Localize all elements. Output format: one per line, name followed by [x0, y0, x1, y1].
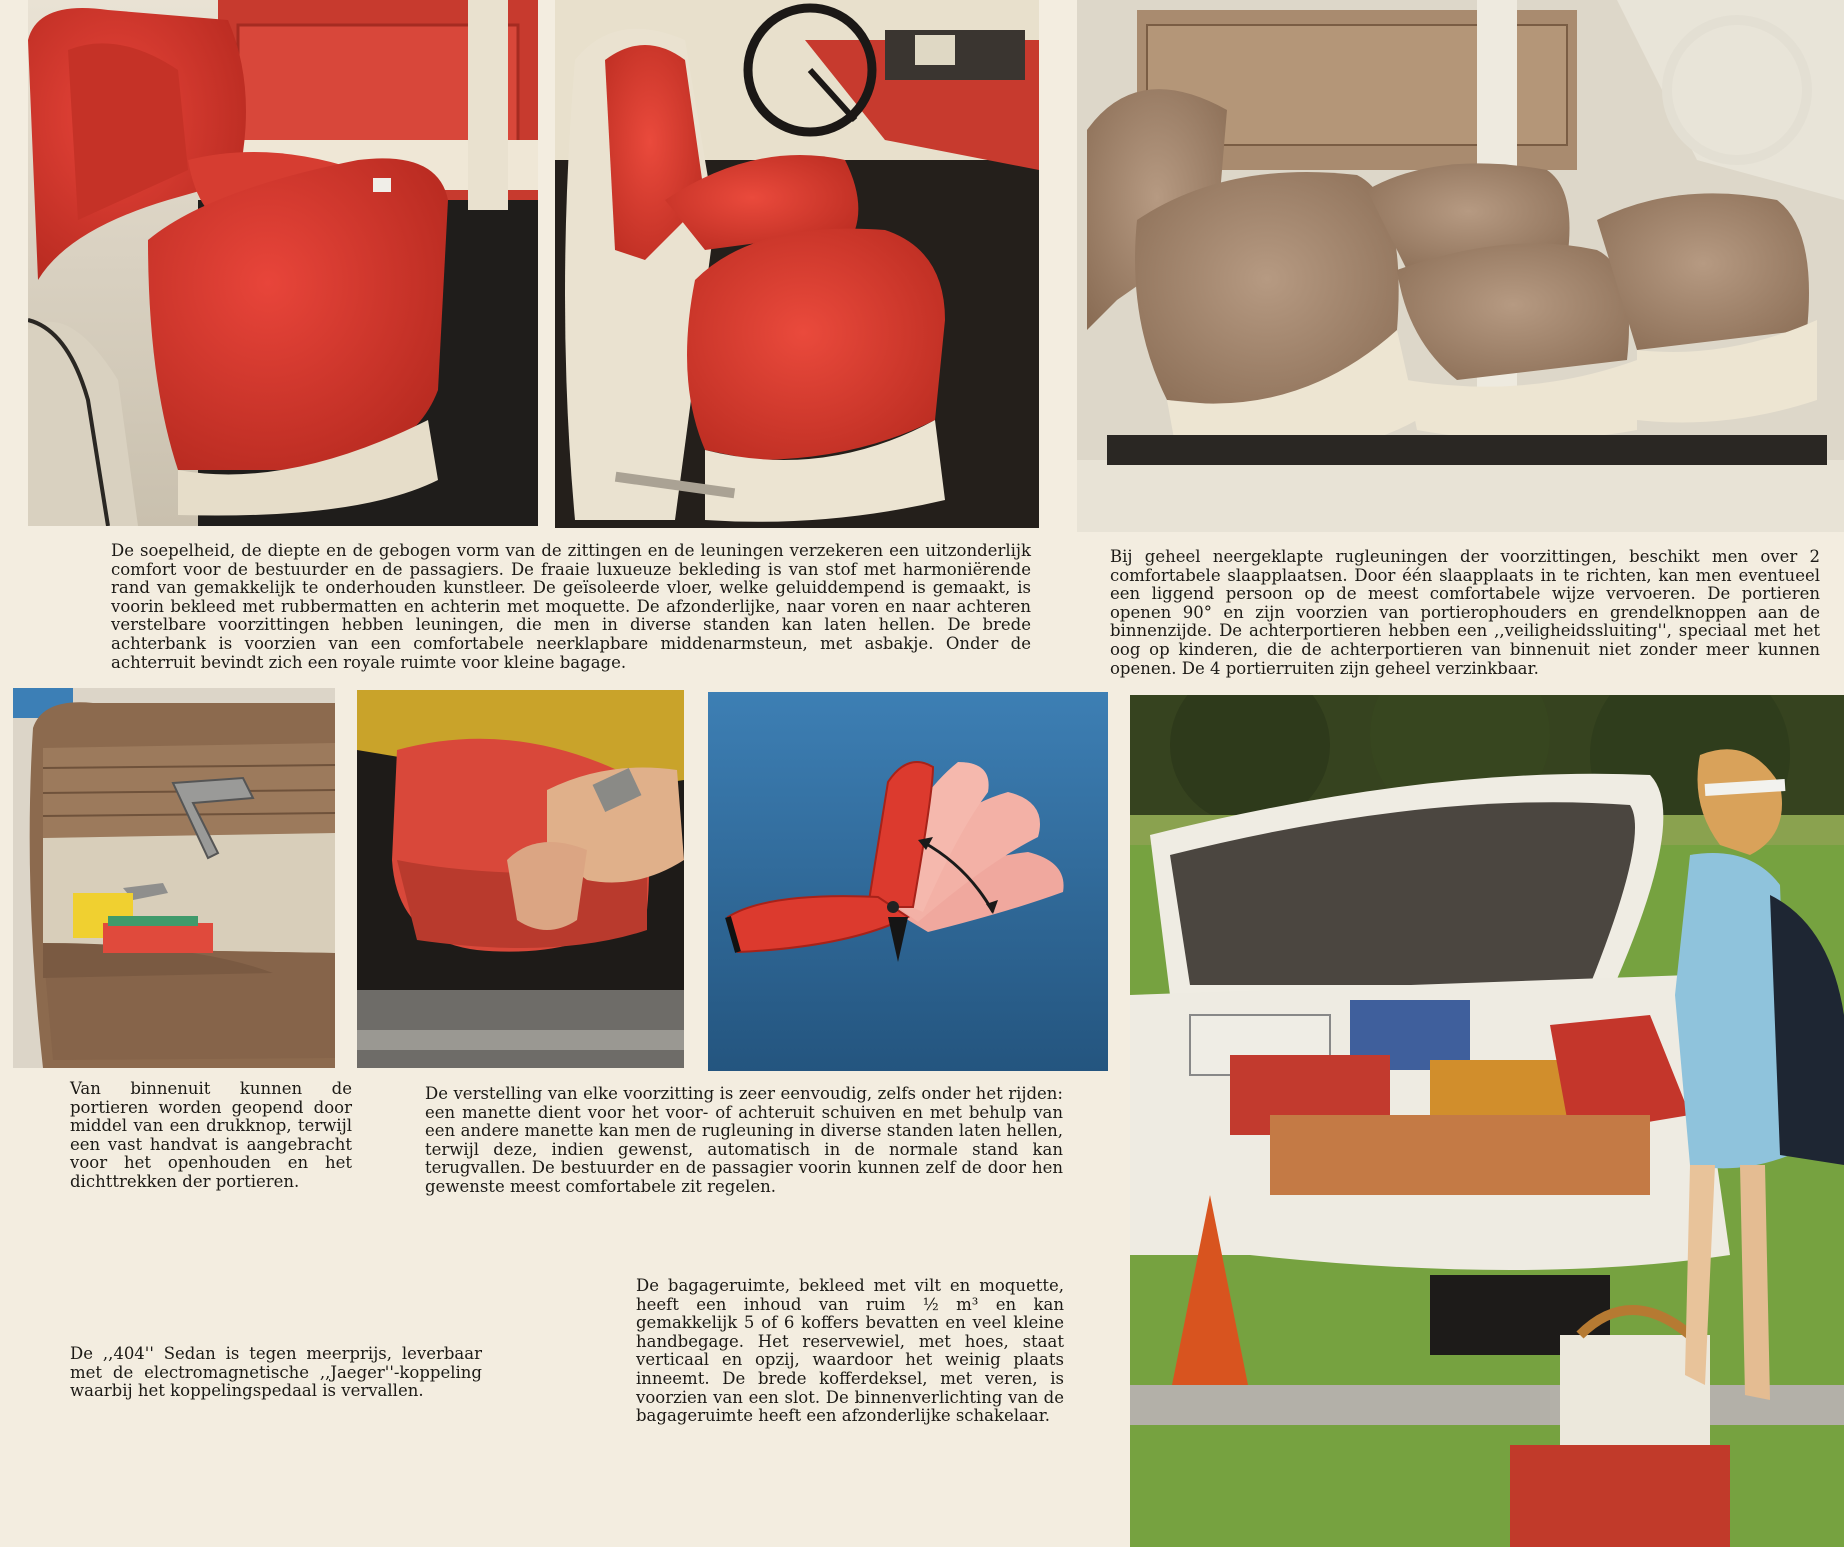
diagram-seat-recline-positions [708, 692, 1108, 1071]
photo-front-seats [555, 0, 1039, 528]
photo-door-panel [13, 688, 335, 1068]
caption-luggage-space: De bagageruimte, bekleed met vilt en moquette, heeft een inhoud van ruim ½ m³ en kan gemakkelijk 5 of 6 koffers bevatten en veel kleine handbegage. Het reservewiel, met hoes, staat verticaal en opzij, waardoor het weinig plaats inneemt. De brede kofferdeksel, met veren, is voorzien van een slot. De binnenverlichting van de bagageruimte heeft een afzonderlijke schakelaar. [636, 1276, 1064, 1426]
photo-rear-bench-seat [28, 0, 538, 526]
photo-luggage-trunk [1130, 695, 1844, 1547]
photo-seat-adjustment-lever [357, 690, 684, 1068]
caption-seat-adjustment: De verstelling van elke voorzitting is zeer eenvoudig, zelfs onder het rijden: een manette dient voor het voor- of achteruit schuiven en met behulp van een andere manette kan men de rugleuning in diverse standen laten hellen, terwijl deze, indien gewenst, automatisch in de normale stand kan terugvallen. De bestuurder en de passagier voorin kunnen zelf de door hen gewenste meest comfortabele zit regelen. [425, 1084, 1063, 1196]
caption-sleeping-places: Bij geheel neergeklapte rugleuningen der voorzittingen, beschikt men over 2 comfortabele slaapplaatsen. Door één slaapplaats in te richten, kan men eventueel een liggend persoon op de meest comfortabele wijze vervoeren. De portieren openen 90° en zijn voorzien van portierophouders en grendelknoppen aan de binnenzijde. De achterportieren hebben een ,,veiligheidssluiting'', speciaal met het oog op kinderen, die de achterportieren van binnenuit niet zonder meer kunnen openen. De 4 portierruiten zijn geheel verzinkbaar. [1110, 547, 1820, 678]
caption-seats-comfort: De soepelheid, de diepte en de gebogen vorm van de zittingen en de leuningen verzekeren een uitzonderlijk comfort voor de bestuurder en de passagiers. De fraaie luxueuze bekleding is van stof met harmoniërende rand van gemakkelijk te onderhouden kunstleer. De geïsoleerde vloer, welke geluiddempend is gemaakt, is voorin bekleed met rubbermatten en achterin met moquette. De afzonderlijke, naar voren en naar achteren verstelbare voorzittingen hebben leuningen, die men in diverse standen kan laten hellen. De brede achterbank is voorzien van een comfortabele neerklapbare middenarmsteun, met asbakje. Onder de achterruit bevindt zich een royale ruimte voor kleine bagage. [111, 541, 1031, 672]
caption-door-opening: Van binnenuit kunnen de portieren worden geopend door middel van een drukknop, terwijl een vast handvat is aangebracht voor het openhouden en het dichttrekken der portieren. [70, 1079, 352, 1191]
caption-jaeger-clutch: De ,,404'' Sedan is tegen meerprijs, leverbaar met de electromagnetische ,,Jaeger''-koppeling waarbij het koppelingspedaal is vervallen. [70, 1344, 482, 1401]
photo-reclined-sleeping-seats [1077, 0, 1844, 532]
